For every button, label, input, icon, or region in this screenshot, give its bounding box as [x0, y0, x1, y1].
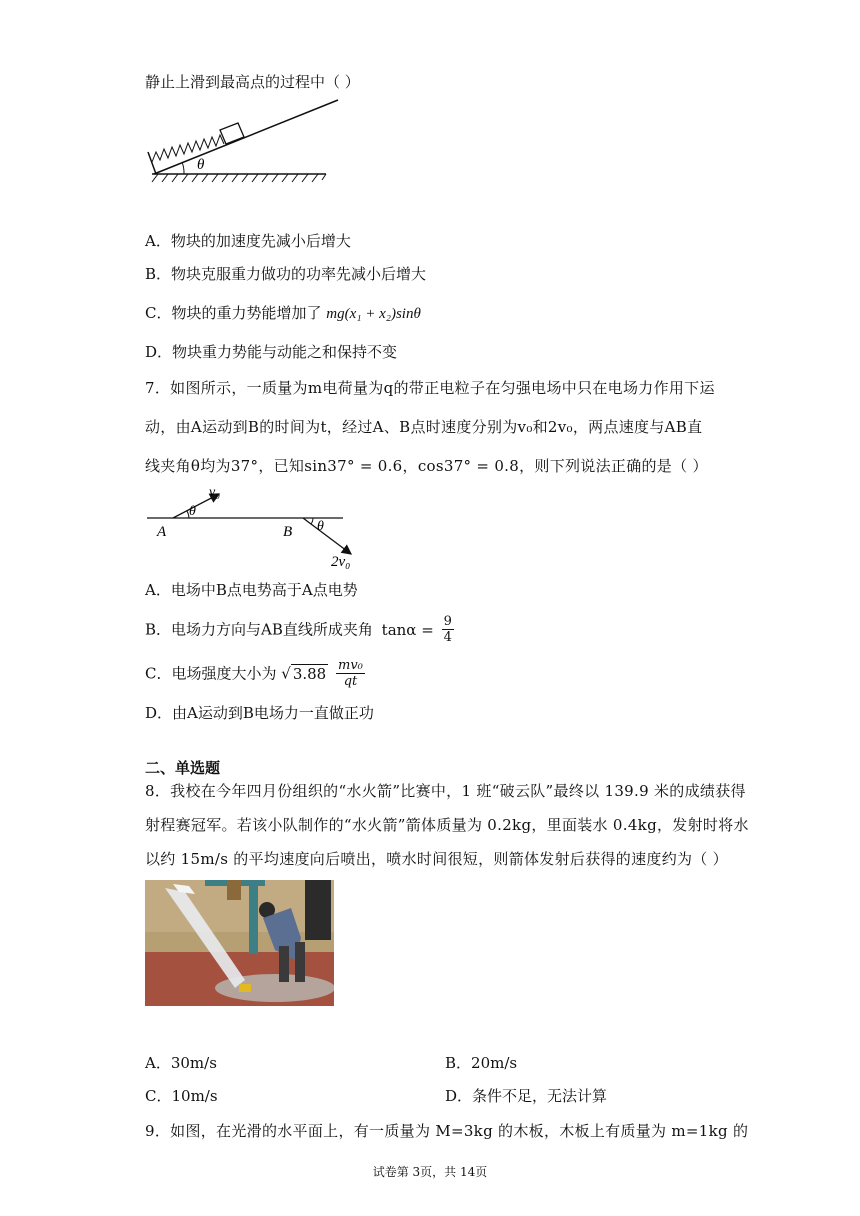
- q7-line-3: 线夹角θ均为37°，已知sin37° = 0.6，cos37° = 0.8，则下列说法正确的是（ ）: [145, 457, 708, 475]
- theta-label: θ: [197, 157, 205, 173]
- velocity-2v0-arrow: [303, 518, 351, 554]
- q7-option-d: D．由A运动到B电场力一直做正功: [145, 704, 374, 722]
- q7-b-denominator: 4: [443, 630, 452, 645]
- q6-option-b: B．物块克服重力做功的功率先减小后增大: [145, 265, 427, 283]
- q7-c-sqrt: 3.88: [292, 664, 327, 683]
- q7-c-numerator: mv₀: [338, 658, 363, 673]
- q8-option-d: D．条件不足，无法计算: [445, 1087, 608, 1105]
- q6-option-c-formula: mg(x₁ + x₂)sinθ: [326, 306, 421, 322]
- section-heading: 二、单选题: [145, 759, 221, 777]
- theta-b-label: θ: [317, 519, 324, 534]
- q7-option-b-formula: tanα =: [381, 620, 434, 639]
- point-b-label: B: [283, 524, 293, 540]
- q7-option-c-fraction: [336, 658, 365, 689]
- incline-spring-figure: [140, 112, 340, 187]
- 2v0-label: 2v₀: [331, 554, 351, 570]
- q8-line-3: 以约 15m/s 的平均速度向后喷出，喷水时间很短，则箭体发射后获得的速度约为（ ）: [145, 850, 728, 868]
- q7-option-c: C．电场强度大小为 √ 3.88 $\frac{\text{mv₀}}{qt}$: [145, 658, 363, 689]
- q8-line-1: 8．我校在今年四月份组织的“水火箭”比赛中，1 班“破云队”最终以 139.9 米的成绩获得: [145, 782, 746, 800]
- q7-option-a: A．电场中B点电势高于A点电势: [145, 581, 358, 599]
- q8-option-a: A．30m/s: [145, 1054, 217, 1072]
- q6-option-c-text: C．物块的重力势能增加了: [145, 304, 322, 322]
- q6-stem-end: 静止上滑到最高点的过程中（ ）: [145, 73, 360, 91]
- q9-line-1: 9．如图，在光滑的水平面上，有一质量为 M=3kg 的木板，木板上有质量为 m=1kg 的: [145, 1122, 749, 1140]
- q6-option-a: A．物块的加速度先减小后增大: [145, 232, 351, 250]
- q7-option-b-text: B．电场力方向与AB直线所成夹角: [145, 620, 373, 639]
- block: [220, 123, 244, 144]
- q7-option-c-text: C．电场强度大小为: [145, 664, 277, 683]
- q6-option-c: [145, 303, 421, 324]
- q8-option-c: C．10m/s: [145, 1087, 218, 1105]
- q7-option-b: [145, 614, 454, 650]
- theta-a-label: θ: [189, 504, 196, 519]
- spring: [152, 135, 224, 162]
- q7-b-numerator: 9: [443, 614, 452, 629]
- point-a-label: A: [157, 524, 167, 540]
- water-rocket-photo: [145, 880, 334, 1006]
- q7-line-1: 7．如图所示，一质量为m电荷量为q的带正电粒子在匀强电场中只在电场力作用下运: [145, 379, 715, 397]
- q7-line-2: 动，由A运动到B的时间为t，经过A、B点时速度分别为v₀和2v₀，两点速度与AB直: [145, 418, 703, 436]
- q7-option-b-fraction: [442, 614, 454, 645]
- q8-line-2: 射程赛冠军。若该小队制作的“水火箭”箭体质量为 0.2kg，里面装水 0.4kg，发射时将水: [145, 816, 749, 834]
- q7-c-denominator: qt: [343, 674, 358, 689]
- q8-option-b: B．20m/s: [445, 1054, 518, 1072]
- field-velocity-figure: [145, 482, 375, 572]
- v0-label: v₀: [209, 485, 221, 500]
- q6-option-d: D．物块重力势能与动能之和保持不变: [145, 343, 398, 361]
- page-footer: 试卷第 3页，共 14页: [372, 1165, 488, 1179]
